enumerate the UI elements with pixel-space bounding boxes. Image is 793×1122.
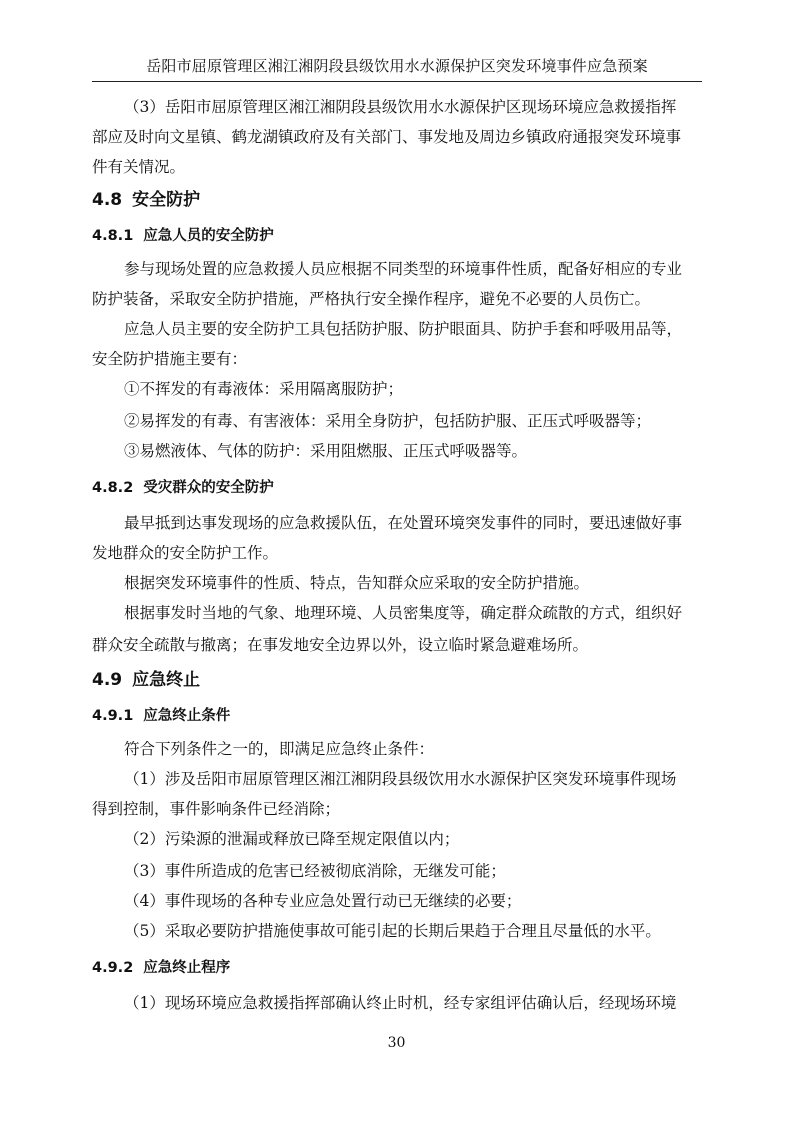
list-item: ②易挥发的有毒、有害液体：采用全身防护，包括防护服、正压式呼吸器等； <box>124 412 652 430</box>
list-item: （1）涉及岳阳市屈原管理区湘江湘阴段县级饮用水水源保护区突发环境事件现场 <box>124 770 677 788</box>
paragraph-line: 参与现场处置的应急救援人员应根据不同类型的环境事件性质，配备好相应的专业 <box>124 260 683 278</box>
paragraph-line: 根据突发环境事件的性质、特点，告知群众应采取的安全防护措施。 <box>124 574 590 592</box>
paragraph-line: 群众安全疏散与撤离；在事发地安全边界以外，设立临时紧急避难场所。 <box>92 636 589 654</box>
list-item: （3）事件所造成的危害已经被彻底消除，无继发可能； <box>124 862 506 880</box>
paragraph-line: 防护装备，采取安全防护措施，严格执行安全操作程序，避免不必要的人员伤亡。 <box>92 290 651 308</box>
header-rule <box>92 81 702 82</box>
paragraph-line: 得到控制，事件影响条件已经消除； <box>92 800 341 818</box>
paragraph-line: 符合下列条件之一的，即满足应急终止条件： <box>124 740 435 758</box>
section-title: 应急终止 <box>132 670 201 690</box>
list-item: ①不挥发的有毒液体：采用隔离服防护； <box>124 380 404 398</box>
subsection-number: 4.9.2 <box>92 960 134 976</box>
paragraph-line: 件有关情况。 <box>92 158 186 176</box>
subsection-heading-4-9-2 <box>92 958 230 978</box>
subsection-heading-4-8-1 <box>92 226 274 246</box>
paragraph-line: 安全防护措施主要有： <box>92 350 248 368</box>
section-number: 4.8 <box>92 190 123 210</box>
list-item: （4）事件现场的各种专业应急处置行动已无继续的必要； <box>124 892 522 910</box>
section-title: 安全防护 <box>132 190 201 210</box>
section-heading-4-9 <box>92 668 200 692</box>
subsection-title: 应急人员的安全防护 <box>143 228 274 244</box>
section-number: 4.9 <box>92 670 123 690</box>
paragraph-line: 根据事发时当地的气象、地理环境、人员密集度等，确定群众疏散的方式，组织好 <box>124 604 683 622</box>
paragraph-line: 部应及时向文星镇、鹤龙湖镇政府及有关部门、事发地及周边乡镇政府通报突发环境事 <box>92 128 682 146</box>
paragraph-line: （3）岳阳市屈原管理区湘江湘阴段县级饮用水水源保护区现场环境应急救援指挥 <box>124 98 677 116</box>
subsection-heading-4-8-2 <box>92 478 274 498</box>
subsection-number: 4.8.2 <box>92 480 134 496</box>
section-heading-4-8 <box>92 188 200 212</box>
list-item: （2）污染源的泄漏或释放已降至规定限值以内； <box>124 830 460 848</box>
subsection-title: 应急终止程序 <box>143 960 231 976</box>
paragraph-line: 最早抵到达事发现场的应急救援队伍，在处置环境突发事件的同时，要迅速做好事 <box>124 514 683 532</box>
paragraph-line: 应急人员主要的安全防护工具包括防护服、防护眼面具、防护手套和呼吸用品等， <box>124 320 683 338</box>
page-number: 30 <box>387 1035 406 1051</box>
list-item: （1）现场环境应急救援指挥部确认终止时机，经专家组评估确认后，经现场环境 <box>124 994 677 1012</box>
subsection-number: 4.8.1 <box>92 228 134 244</box>
subsection-title: 受灾群众的安全防护 <box>143 480 274 496</box>
subsection-number: 4.9.1 <box>92 708 134 724</box>
page-header: 岳阳市屈原管理区湘江湘阴段县级饮用水水源保护区突发环境事件应急预案 <box>146 57 648 75</box>
list-item: （5）采取必要防护措施使事故可能引起的长期后果趋于合理且尽量低的水平。 <box>124 922 661 940</box>
subsection-heading-4-9-1 <box>92 706 230 726</box>
paragraph-line: 发地群众的安全防护工作。 <box>92 544 279 562</box>
subsection-title: 应急终止条件 <box>143 708 231 724</box>
list-item: ③易燃液体、气体的防护：采用阻燃服、正压式呼吸器等。 <box>124 442 528 460</box>
